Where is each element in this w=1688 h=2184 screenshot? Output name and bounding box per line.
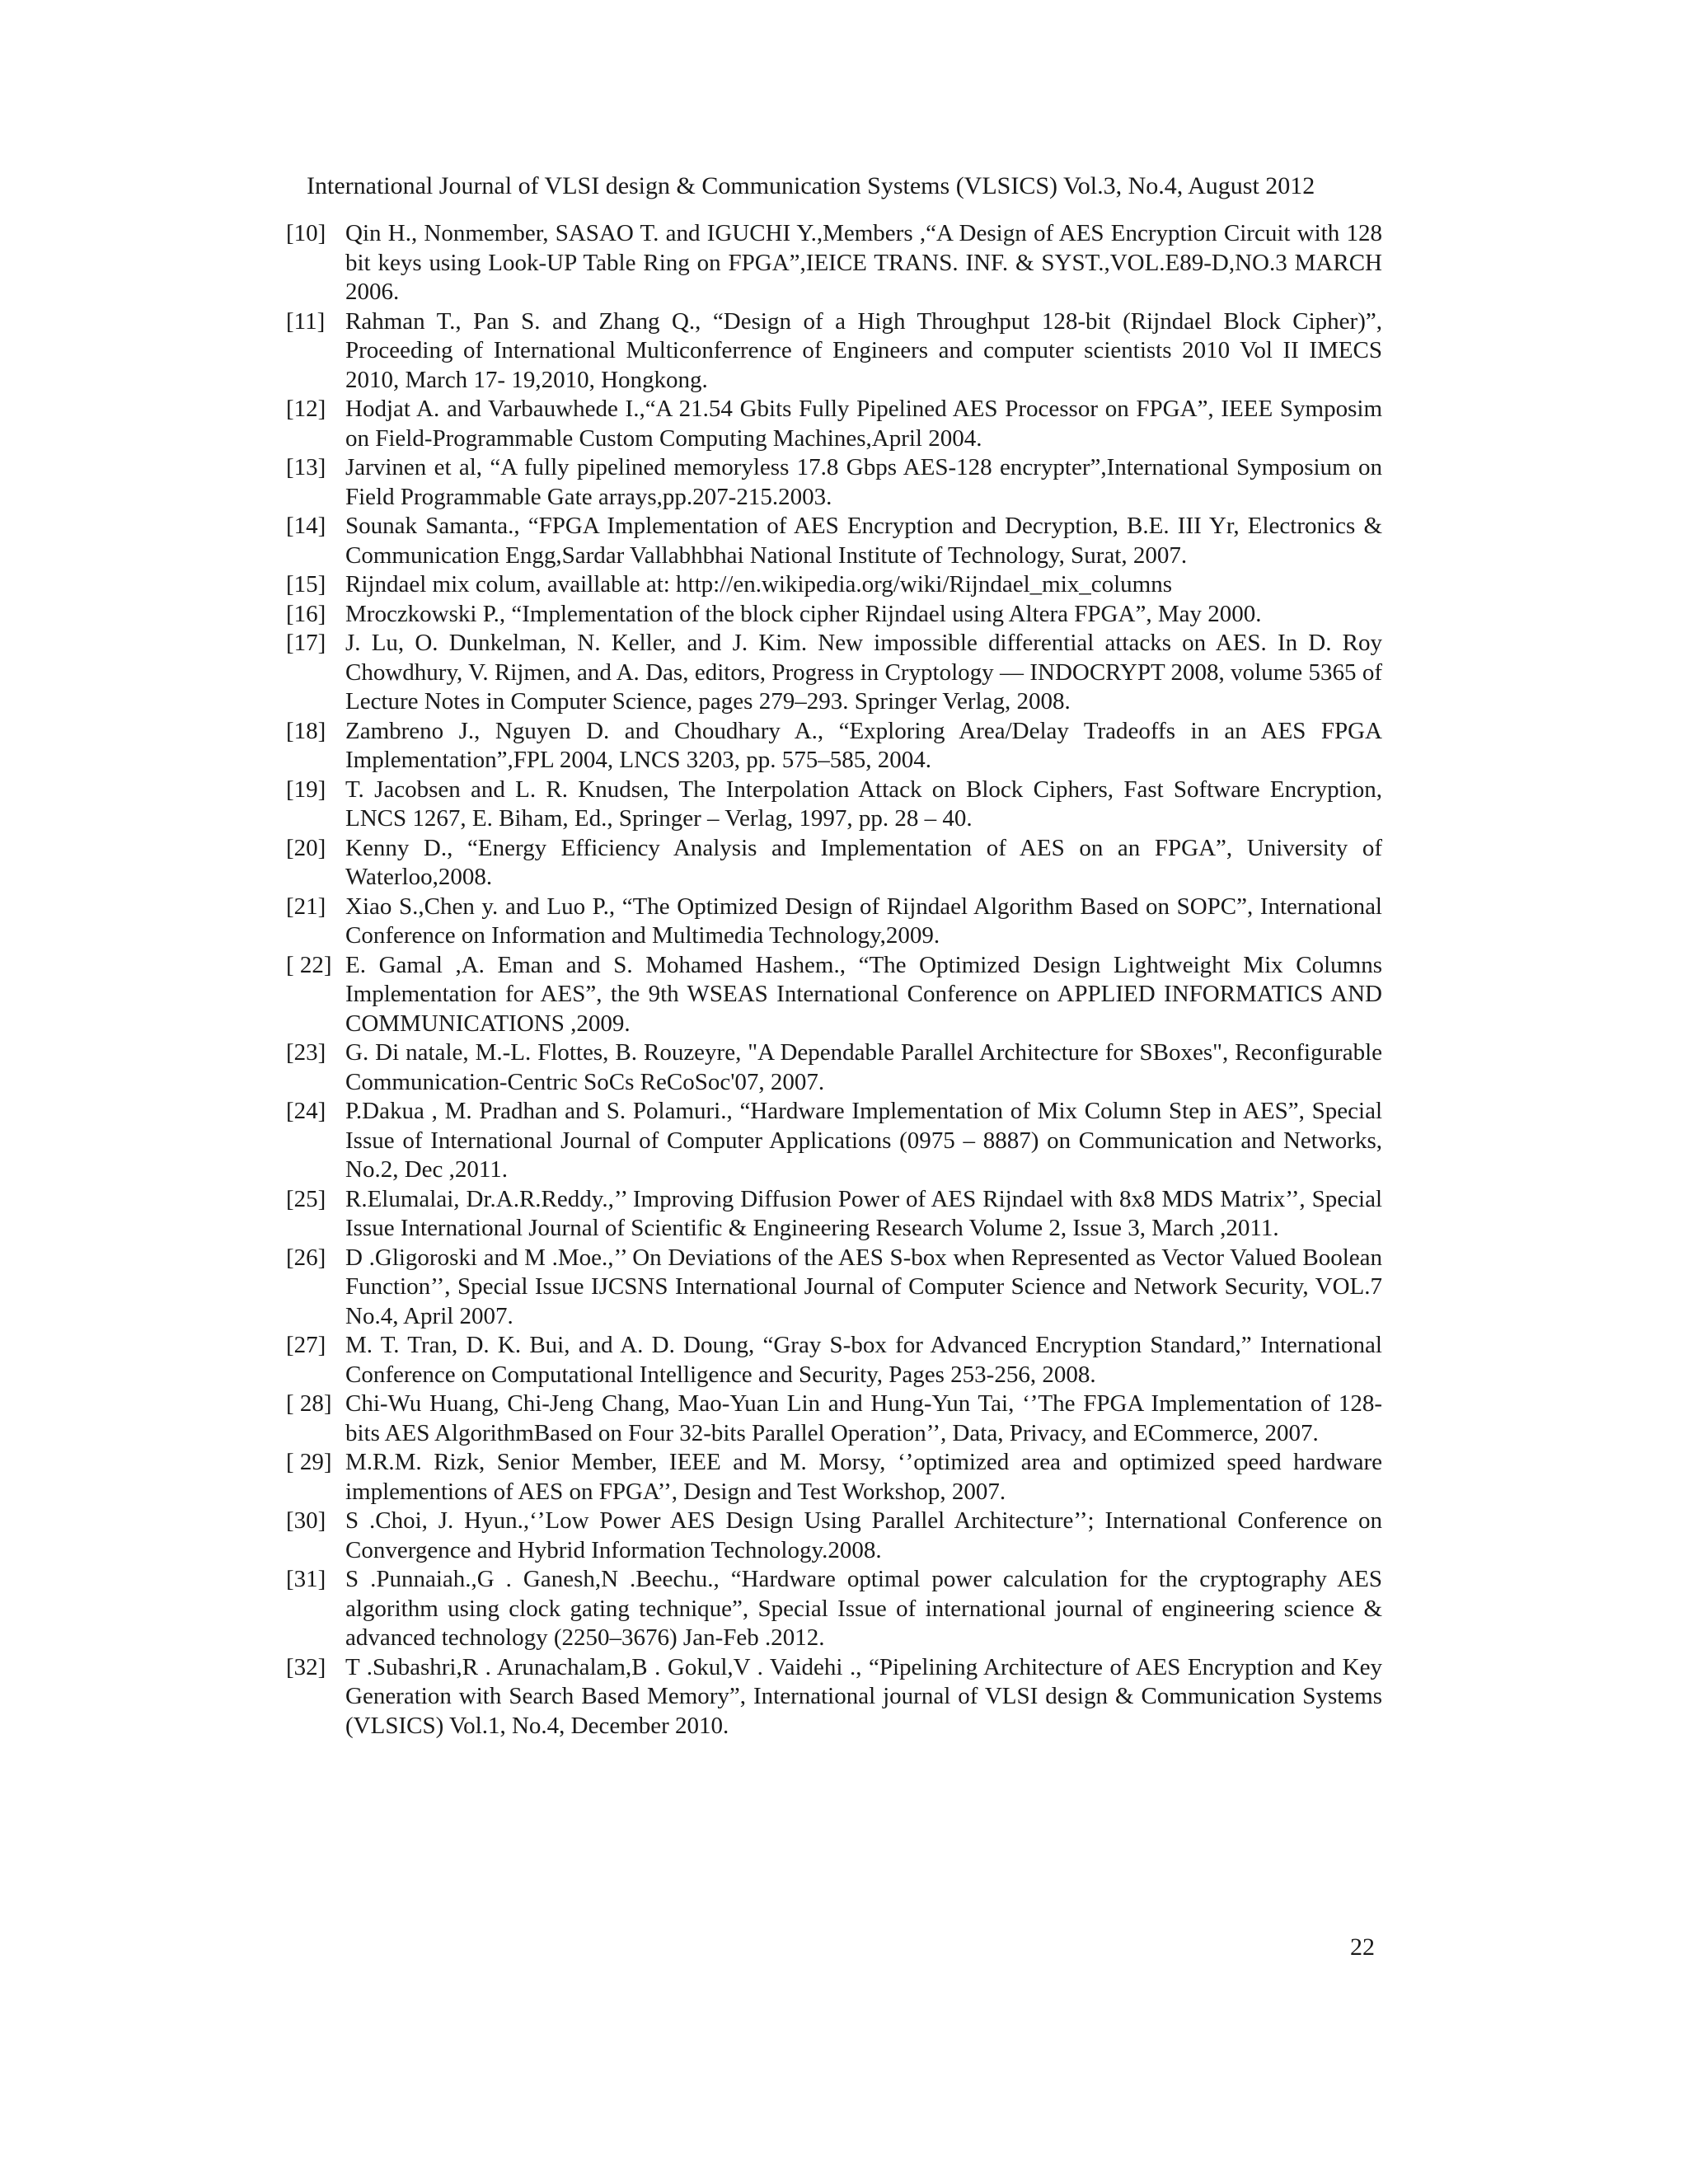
reference-item	[286, 307, 1382, 396]
reference-item	[286, 1390, 1382, 1448]
reference-item	[286, 717, 1382, 776]
reference-item	[286, 951, 1382, 1039]
reference-number: [27]	[286, 1332, 326, 1358]
running-header: International Journal of VLSI design & Communication Systems (VLSICS) Vol.3, No.4, August 2012	[307, 172, 1315, 199]
reference-number: [17]	[286, 630, 326, 656]
reference-item	[286, 1244, 1382, 1332]
reference-item	[286, 600, 1382, 630]
reference-text: S .Choi, J. Hyun.,‘’Low Power AES Design Using Parallel Architecture’’; International Conference on Convergence and Hybrid Information Technology.2008.	[345, 1507, 1382, 1563]
reference-text: D .Gligoroski and M .Moe.,’’ On Deviations of the AES S-box when Represented as Vector Valued Boolean Function’’, Special Issue IJCSNS International Journal of Computer Science and Network Security, VOL.7 No.4, April 2007.	[345, 1244, 1382, 1329]
reference-number: [30]	[286, 1507, 326, 1534]
reference-number: [ 28]	[286, 1390, 332, 1417]
reference-text: Chi-Wu Huang, Chi-Jeng Chang, Mao-Yuan Lin and Hung-Yun Tai, ‘’The FPGA Implementation of 128-bits AES AlgorithmBased on Four 32-bits Parallel Operation’’, Data, Privacy, and ECommerce, 2007.	[345, 1390, 1382, 1446]
reference-text: M.R.M. Rizk, Senior Member, IEEE and M. Morsy, ‘’optimized area and optimized speed hardware implementions of AES on FPGA’’, Design and Test Workshop, 2007.	[345, 1449, 1382, 1505]
reference-text: Sounak Samanta., “FPGA Implementation of AES Encryption and Decryption, B.E. III Yr, Electronics & Communication Engg,Sardar Vallabhbhai National Institute of Technology, Surat, 2007.	[345, 513, 1382, 569]
reference-item	[286, 1185, 1382, 1244]
reference-text: Xiao S.,Chen y. and Luo P., “The Optimized Design of Rijndael Algorithm Based on SOPC”, International Conference on Information and Multimedia Technology,2009.	[345, 893, 1382, 949]
page-number: 22	[1350, 1933, 1375, 1961]
reference-text: R.Elumalai, Dr.A.R.Reddy.,’’ Improving Diffusion Power of AES Rijndael with 8x8 MDS Matrix’’, Special Issue International Journal of Scientific & Engineering Research Volume 2, Issue 3, March ,2011.	[345, 1185, 1382, 1241]
reference-number: [13]	[286, 454, 326, 480]
reference-text: Qin H., Nonmember, SASAO T. and IGUCHI Y.,Members ,“A Design of AES Encryption Circuit with 128 bit keys using Look-UP Table Ring on FPGA”,IEICE TRANS. INF. & SYST.,VOL.E89-D,NO.3 MARCH 2006.	[345, 220, 1382, 305]
reference-number: [18]	[286, 717, 326, 744]
reference-text: Rahman T., Pan S. and Zhang Q., “Design of a High Throughput 128-bit (Rijndael Block Cipher)”, Proceeding of International Multiconferrence of Engineers and computer scientists 2010 Vol II IMECS 2010, March 17- 19,2010, Hongkong.	[345, 307, 1382, 393]
reference-item	[286, 512, 1382, 570]
reference-item	[286, 1331, 1382, 1390]
reference-number: [11]	[286, 307, 326, 335]
reference-number: [16]	[286, 600, 326, 627]
reference-number: [23]	[286, 1039, 326, 1066]
reference-text: Hodjat A. and Varbauwhede I.,“A 21.54 Gbits Fully Pipelined AES Processor on FPGA”, IEEE Symposim on Field-Programmable Custom Computing Machines,April 2004.	[345, 396, 1382, 452]
reference-item	[286, 1097, 1382, 1185]
reference-text: J. Lu, O. Dunkelman, N. Keller, and J. Kim. New impossible differential attacks on AES. In D. Roy Chowdhury, V. Rijmen, and A. Das, editors, Progress in Cryptology — INDOCRYPT 2008, volume 5365 of Lecture Notes in Computer Science, pages 279–293. Springer Verlag, 2008.	[345, 630, 1382, 715]
reference-item	[286, 395, 1382, 453]
reference-item	[286, 570, 1382, 600]
reference-text: Mroczkowski P., “Implementation of the block cipher Rijndael using Altera FPGA”, May 2000.	[345, 600, 1262, 627]
reference-item	[286, 834, 1382, 893]
reference-text: M. T. Tran, D. K. Bui, and A. D. Doung, “Gray S-box for Advanced Encryption Standard,” International Conference on Computational Intelligence and Security, Pages 253-256, 2008.	[345, 1332, 1382, 1388]
reference-item	[286, 1507, 1382, 1565]
reference-item	[286, 1448, 1382, 1507]
reference-item	[286, 776, 1382, 834]
reference-number: [20]	[286, 834, 326, 861]
reference-text: Zambreno J., Nguyen D. and Choudhary A., “Exploring Area/Delay Tradeoffs in an AES FPGA Implementation”,FPL 2004, LNCS 3203, pp. 575–585, 2004.	[345, 717, 1382, 773]
reference-number: [24]	[286, 1098, 326, 1124]
reference-number: [25]	[286, 1185, 326, 1212]
reference-text: G. Di natale, M.-L. Flottes, B. Rouzeyre, "A Dependable Parallel Architecture for SBoxes", Reconfigurable Communication-Centric SoCs ReCoSoc'07, 2007.	[345, 1039, 1382, 1095]
reference-item	[286, 1565, 1382, 1653]
reference-number: [10]	[286, 220, 326, 246]
reference-text: Rijndael mix colum, availlable at: http://en.wikipedia.org/wiki/Rijndael_mix_columns	[345, 571, 1173, 598]
reference-number: [15]	[286, 571, 326, 598]
reference-text: E. Gamal ,A. Eman and S. Mohamed Hashem., “The Optimized Design Lightweight Mix Columns Implementation for AES”, the 9th WSEAS International Conference on APPLIED INFORMATICS AND COMMUNICATIONS ,2009.	[345, 951, 1382, 1037]
reference-number: [ 22]	[286, 951, 332, 978]
reference-text: Jarvinen et al, “A fully pipelined memoryless 17.8 Gbps AES-128 encrypter”,International Symposium on Field Programmable Gate arrays,pp.207-215.2003.	[345, 454, 1382, 510]
reference-number: [19]	[286, 776, 326, 803]
reference-text: S .Punnaiah.,G . Ganesh,N .Beechu., “Hardware optimal power calculation for the cryptography AES algorithm using clock gating technique”, Special Issue of international journal of engineering science & advanced technology (2250–3676) Jan-Feb .2012.	[345, 1566, 1382, 1651]
reference-item	[286, 1653, 1382, 1741]
reference-number: [14]	[286, 513, 326, 539]
reference-number: [31]	[286, 1566, 326, 1592]
reference-text: Kenny D., “Energy Efficiency Analysis and Implementation of AES on an FPGA”, University of Waterloo,2008.	[345, 834, 1382, 890]
reference-item	[286, 219, 1382, 307]
reference-item	[286, 453, 1382, 512]
reference-number: [ 29]	[286, 1449, 332, 1475]
reference-item	[286, 893, 1382, 951]
reference-item	[286, 629, 1382, 717]
reference-text: P.Dakua , M. Pradhan and S. Polamuri., “Hardware Implementation of Mix Column Step in AES”, Special Issue of International Journal of Computer Applications (0975 – 8887) on Communication and Networks, No.2, Dec ,2011.	[345, 1098, 1382, 1183]
reference-number: [21]	[286, 893, 326, 920]
reference-list	[286, 219, 1382, 1741]
reference-number: [32]	[286, 1653, 326, 1680]
reference-text: T .Subashri,R . Arunachalam,B . Gokul,V . Vaidehi ., “Pipelining Architecture of AES Encryption and Key Generation with Search Based Memory”, International journal of VLSI design & Communication Systems (VLSICS) Vol.1, No.4, December 2010.	[345, 1653, 1382, 1739]
reference-number: [12]	[286, 396, 326, 422]
reference-text: T. Jacobsen and L. R. Knudsen, The Interpolation Attack on Block Ciphers, Fast Software Encryption, LNCS 1267, E. Biham, Ed., Springer – Verlag, 1997, pp. 28 – 40.	[345, 776, 1382, 832]
reference-number: [26]	[286, 1244, 326, 1271]
reference-item	[286, 1038, 1382, 1097]
